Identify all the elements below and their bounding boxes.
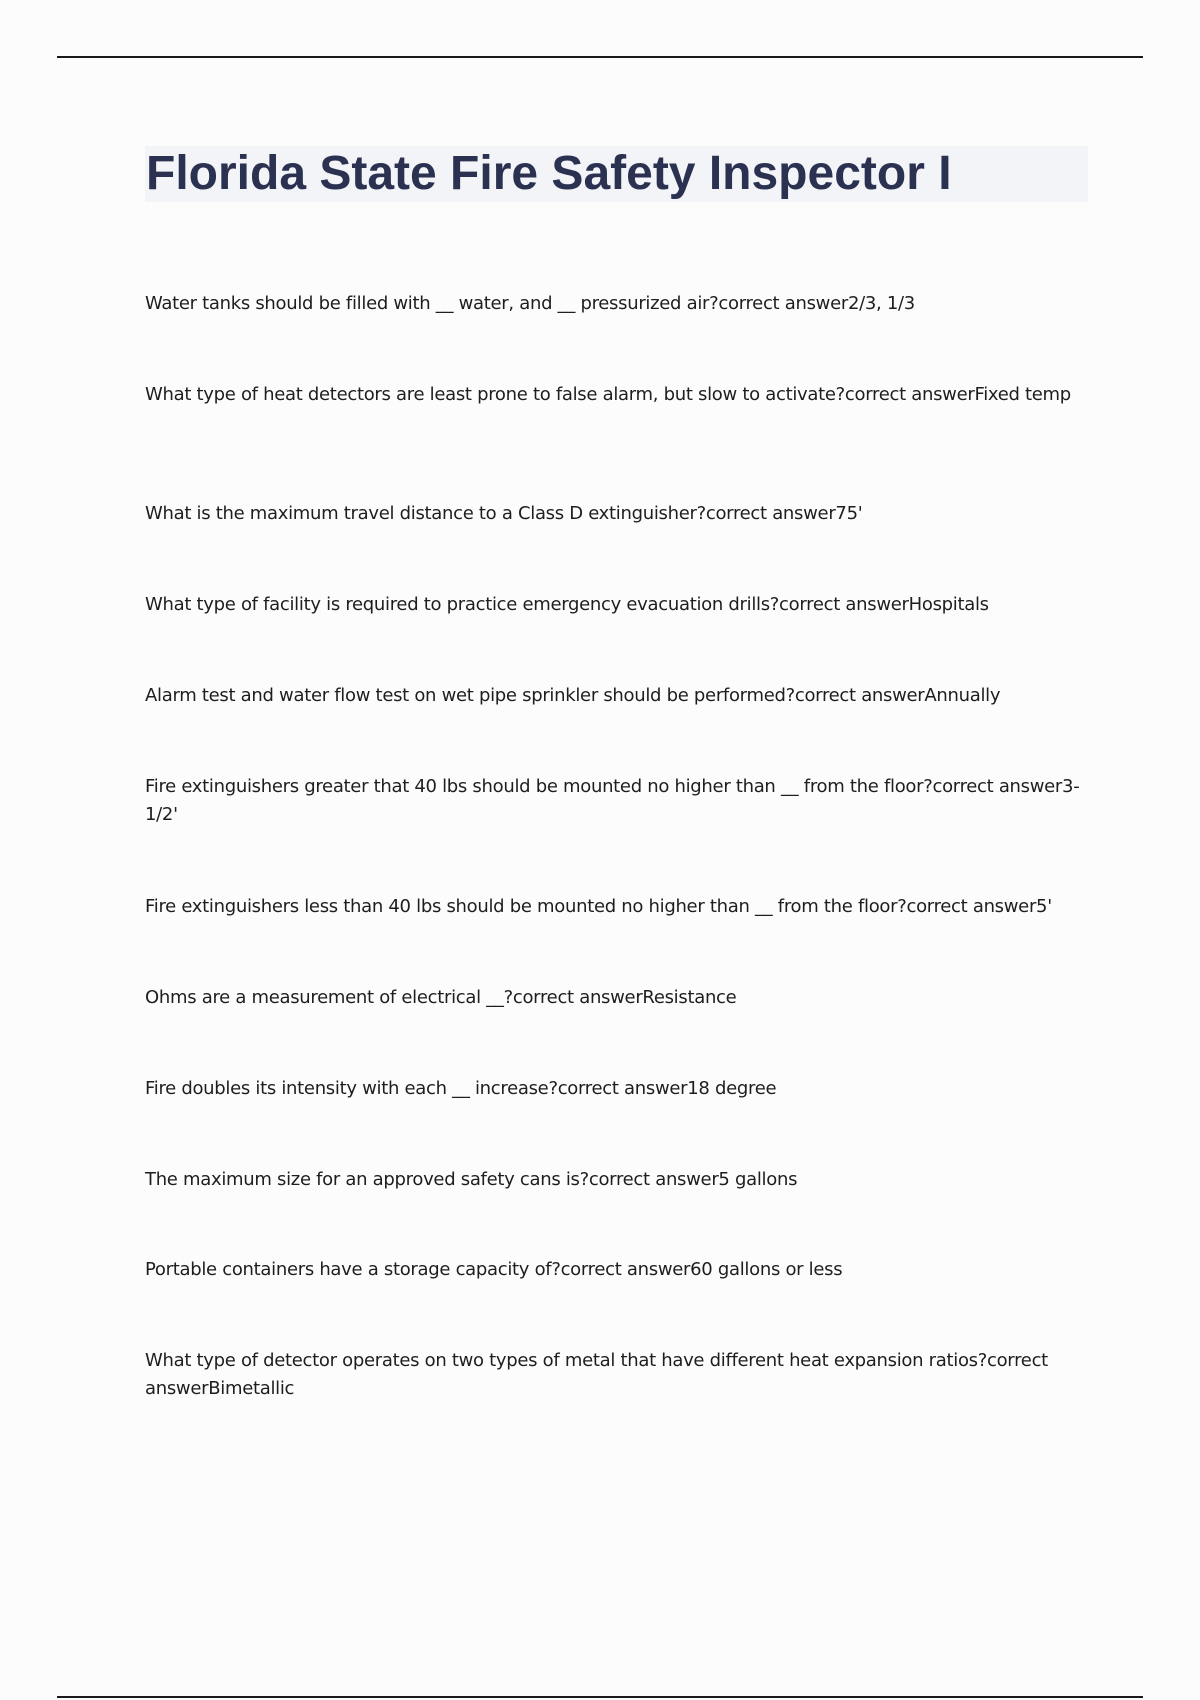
question-item: Alarm test and water flow test on wet pipe sprinkler should be performed?correct answerAnnually xyxy=(145,685,1001,706)
question-item: Water tanks should be filled with __ water, and __ pressurized air?correct answer2/3, 1/3 xyxy=(145,293,915,314)
question-item: What type of detector operates on two types of metal that have different heat expansion ratios?correct answerBimetallic xyxy=(145,1350,1048,1399)
question-item: Fire extinguishers greater that 40 lbs should be mounted no higher than __ from the floor?correct answer3- 1/2' xyxy=(145,776,1080,825)
question-item: Fire extinguishers less than 40 lbs should be mounted no higher than __ from the floor?correct answer5' xyxy=(145,896,1052,917)
question-item: Ohms are a measurement of electrical __?correct answerResistance xyxy=(145,987,737,1008)
document-title: Florida State Fire Safety Inspector I xyxy=(146,147,952,200)
question-item: The maximum size for an approved safety cans is?correct answer5 gallons xyxy=(145,1169,798,1190)
question-item: Fire doubles its intensity with each __ increase?correct answer18 degree xyxy=(145,1078,777,1099)
question-item: What type of heat detectors are least prone to false alarm, but slow to activate?correct answerFixed temp xyxy=(145,384,1071,405)
question-item: Portable containers have a storage capacity of?correct answer60 gallons or less xyxy=(145,1259,843,1280)
question-item: What is the maximum travel distance to a Class D extinguisher?correct answer75' xyxy=(145,503,863,524)
top-rule xyxy=(57,56,1143,58)
bottom-rule xyxy=(57,1696,1143,1698)
question-item: What type of facility is required to practice emergency evacuation drills?correct answerHospitals xyxy=(145,594,989,615)
